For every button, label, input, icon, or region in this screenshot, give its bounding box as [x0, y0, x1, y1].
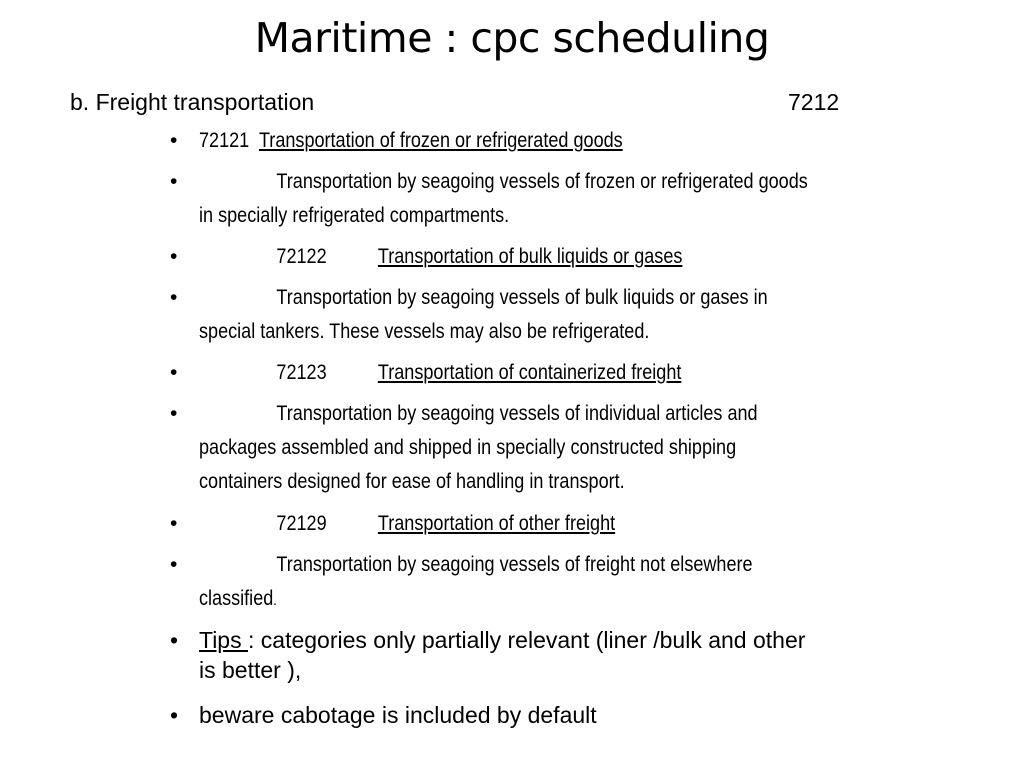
tips-label: Tips — [199, 627, 248, 653]
bullet-icon: • — [170, 129, 178, 152]
bullet-item — [170, 356, 970, 390]
bullet-icon: • — [170, 245, 178, 268]
description-line: in specially refrigerated compartments. — [199, 204, 510, 227]
bullet-item — [170, 281, 970, 349]
bullet-text — [199, 281, 835, 349]
tips-line: is better ), — [199, 657, 302, 683]
cpc-heading: Transportation of other freight — [377, 512, 616, 535]
cpc-code: 72129 — [276, 512, 327, 535]
bullet-item — [170, 397, 970, 499]
bullet-text — [199, 356, 835, 390]
bullet-icon: • — [170, 286, 178, 309]
bullet-icon: • — [170, 702, 179, 728]
description-line: containers designed for ease of handling in transport. — [199, 470, 625, 493]
bullet-item — [170, 165, 970, 233]
tips-bullet — [170, 625, 970, 685]
bullet-item — [170, 548, 970, 616]
bullet-item — [170, 124, 970, 158]
cpc-code: 72123 — [276, 361, 327, 384]
description-line: Transportation by seagoing vessels of frozen or refrigerated goods — [276, 170, 808, 193]
bullet-text — [199, 165, 835, 233]
bullet-icon: • — [170, 553, 178, 576]
bullet-text — [199, 507, 835, 541]
description-line: special tankers. These vessels may also be refrigerated. — [199, 320, 650, 343]
description-line: Transportation by seagoing vessels of freight not elsewhere — [276, 553, 753, 576]
bullet-text — [199, 397, 835, 499]
bullet-icon: • — [170, 402, 178, 425]
cpc-heading: Transportation of containerized freight — [377, 361, 682, 384]
beware-text: beware cabotage is included by default — [199, 702, 597, 728]
description-line: packages assembled and shipped in specially constructed shipping — [199, 436, 737, 459]
bullet-icon: • — [170, 512, 178, 535]
bullet-text — [199, 548, 835, 618]
beware-bullet — [170, 700, 970, 730]
cpc-heading: Transportation of frozen or refrigerated goods — [258, 129, 623, 152]
section-heading — [70, 87, 870, 117]
section-code: 7212 — [788, 89, 840, 115]
bullet-item — [170, 240, 970, 274]
bullet-text — [199, 240, 835, 274]
bullet-text — [199, 124, 835, 158]
bullet-icon: • — [170, 627, 179, 653]
slide-title: Maritime : cpc scheduling — [254, 14, 770, 62]
description-line: Transportation by seagoing vessels of bulk liquids or gases in — [276, 286, 768, 309]
tips-line: : categories only partially relevant (liner /bulk and other — [248, 627, 806, 653]
section-label: b. Freight transportation — [70, 89, 315, 115]
tips-text — [199, 625, 939, 685]
description-line: Transportation by seagoing vessels of individual articles and — [276, 402, 758, 425]
bullet-icon: • — [170, 170, 178, 193]
description-line: classified — [199, 587, 274, 610]
cpc-code: 72121 — [199, 129, 250, 152]
bullet-item — [170, 507, 970, 541]
bullet-icon: • — [170, 361, 178, 384]
cpc-heading: Transportation of bulk liquids or gases — [377, 245, 683, 268]
cpc-code: 72122 — [276, 245, 327, 268]
description-suffix: . — [273, 592, 277, 609]
